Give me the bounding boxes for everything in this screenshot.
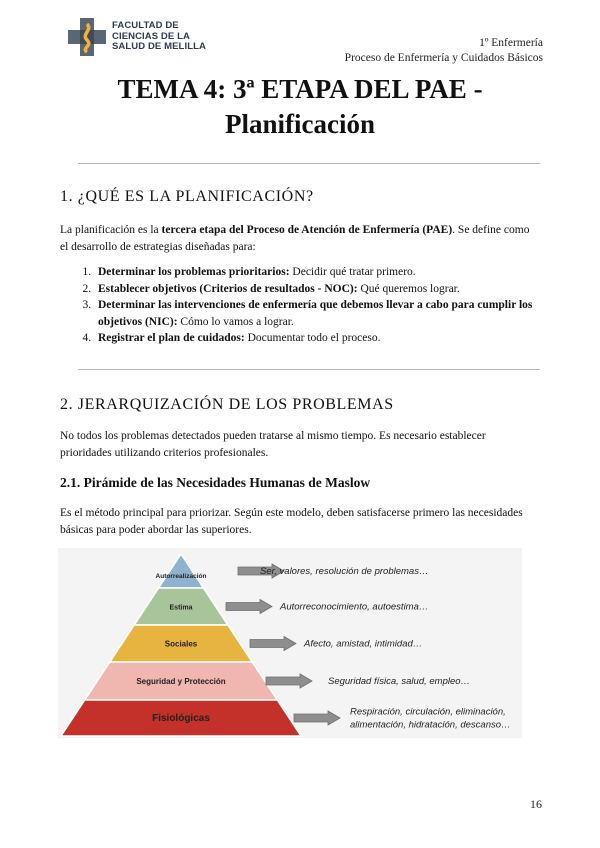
intro-bold: tercera etapa del Proceso de Atención de Enfermería (PAE) — [161, 224, 453, 236]
logo-text — [112, 21, 206, 53]
course-subject: Proceso de Enfermería y Cuidados Básicos — [344, 52, 543, 64]
pyramid-level-label: Autorrealización — [155, 573, 207, 580]
pyramid-level-label: Fisiológicas — [152, 713, 210, 724]
subsection-heading: 2.1. Pirámide de las Necesidades Humanas de Maslow — [60, 475, 371, 490]
page-number: 16 — [530, 797, 542, 811]
pyramid-level-description: Afecto, amistad, intimidad… — [304, 638, 423, 650]
maslow-pyramid — [58, 548, 522, 738]
intro-text: La planificación es la — [60, 224, 162, 236]
section-intro — [60, 222, 540, 255]
list-item-text: Decidir qué tratar primero. — [289, 266, 416, 278]
pyramid-level-label: Seguridad y Protección — [136, 677, 226, 686]
pyramid-level-description: Seguridad física, salud, empleo… — [328, 676, 471, 687]
list-item — [94, 281, 574, 298]
list-item — [94, 297, 574, 330]
faculty-logo-icon — [68, 18, 106, 56]
pyramid-level-label: Sociales — [164, 639, 198, 649]
pyramid-level-description: Ser, valores, resolución de problemas… — [260, 566, 429, 577]
title-line-2: Planificación — [225, 109, 375, 139]
logo-line: SALUD DE MELILLA — [112, 41, 206, 53]
list-item-bold: Establecer objetivos (Criterios de resultados - NOC): — [98, 282, 358, 295]
list-item-bold: Registrar el plan de cuidados: — [98, 332, 245, 344]
logo-line: FACULTAD DE — [112, 20, 179, 32]
pyramid-level-description: alimentación, hidratación, descanso… — [350, 719, 511, 731]
list-item-text: Qué queremos lograr. — [357, 282, 460, 295]
intro-text: . Se define como el desarrollo de estrategias diseñadas para: — [60, 224, 530, 253]
pyramid-arrow — [250, 637, 296, 651]
section-intro: No todos los problemas detectados pueden tratarse al mismo tiempo. Es necesario establecer prioridades utilizando criterios profesionales. — [60, 430, 486, 459]
divider — [78, 369, 540, 370]
planning-steps-list — [60, 264, 574, 347]
list-item-bold: Determinar los problemas prioritarios: — [98, 266, 290, 278]
faculty-logo — [68, 18, 206, 56]
pyramid-arrow — [294, 711, 340, 725]
course-info — [345, 36, 543, 66]
list-item — [94, 330, 574, 347]
logo-line: CIENCIAS DE LA — [112, 30, 190, 42]
pyramid-level — [159, 554, 204, 588]
section-heading: 2. JERARQUIZACIÓN DE LOS PROBLEMAS — [60, 396, 394, 413]
divider — [78, 163, 540, 164]
list-item-text: Cómo lo vamos a lograr. — [177, 315, 294, 328]
list-item — [94, 264, 574, 281]
list-item-text: Documentar todo el proceso. — [244, 332, 381, 344]
pyramid-arrow — [226, 600, 272, 614]
pyramid-level-label: Estima — [169, 604, 193, 612]
list-item-bold: Determinar las intervenciones de enfermería que debemos llevar a cabo para cumplir los objetivos (NIC): — [98, 299, 533, 328]
subsection-intro: Es el método principal para priorizar. Según este modelo, deben satisfacerse primero las necesidades básicas para poder abordar las superiores. — [60, 507, 523, 536]
pyramid-arrow — [266, 674, 312, 688]
page-title — [60, 72, 540, 142]
section-heading: 1. ¿QUÉ ES LA PLANIFICACIÓN? — [60, 188, 314, 205]
course-year: 1º Enfermería — [479, 37, 543, 49]
maslow-pyramid-figure — [58, 548, 522, 738]
pyramid-level-description: Respiración, circulación, eliminación, — [350, 706, 506, 718]
title-line-1: TEMA 4: 3ª ETAPA DEL PAE - — [117, 74, 483, 104]
pyramid-level-description: Autorreconocimiento, autoestima… — [280, 601, 429, 613]
